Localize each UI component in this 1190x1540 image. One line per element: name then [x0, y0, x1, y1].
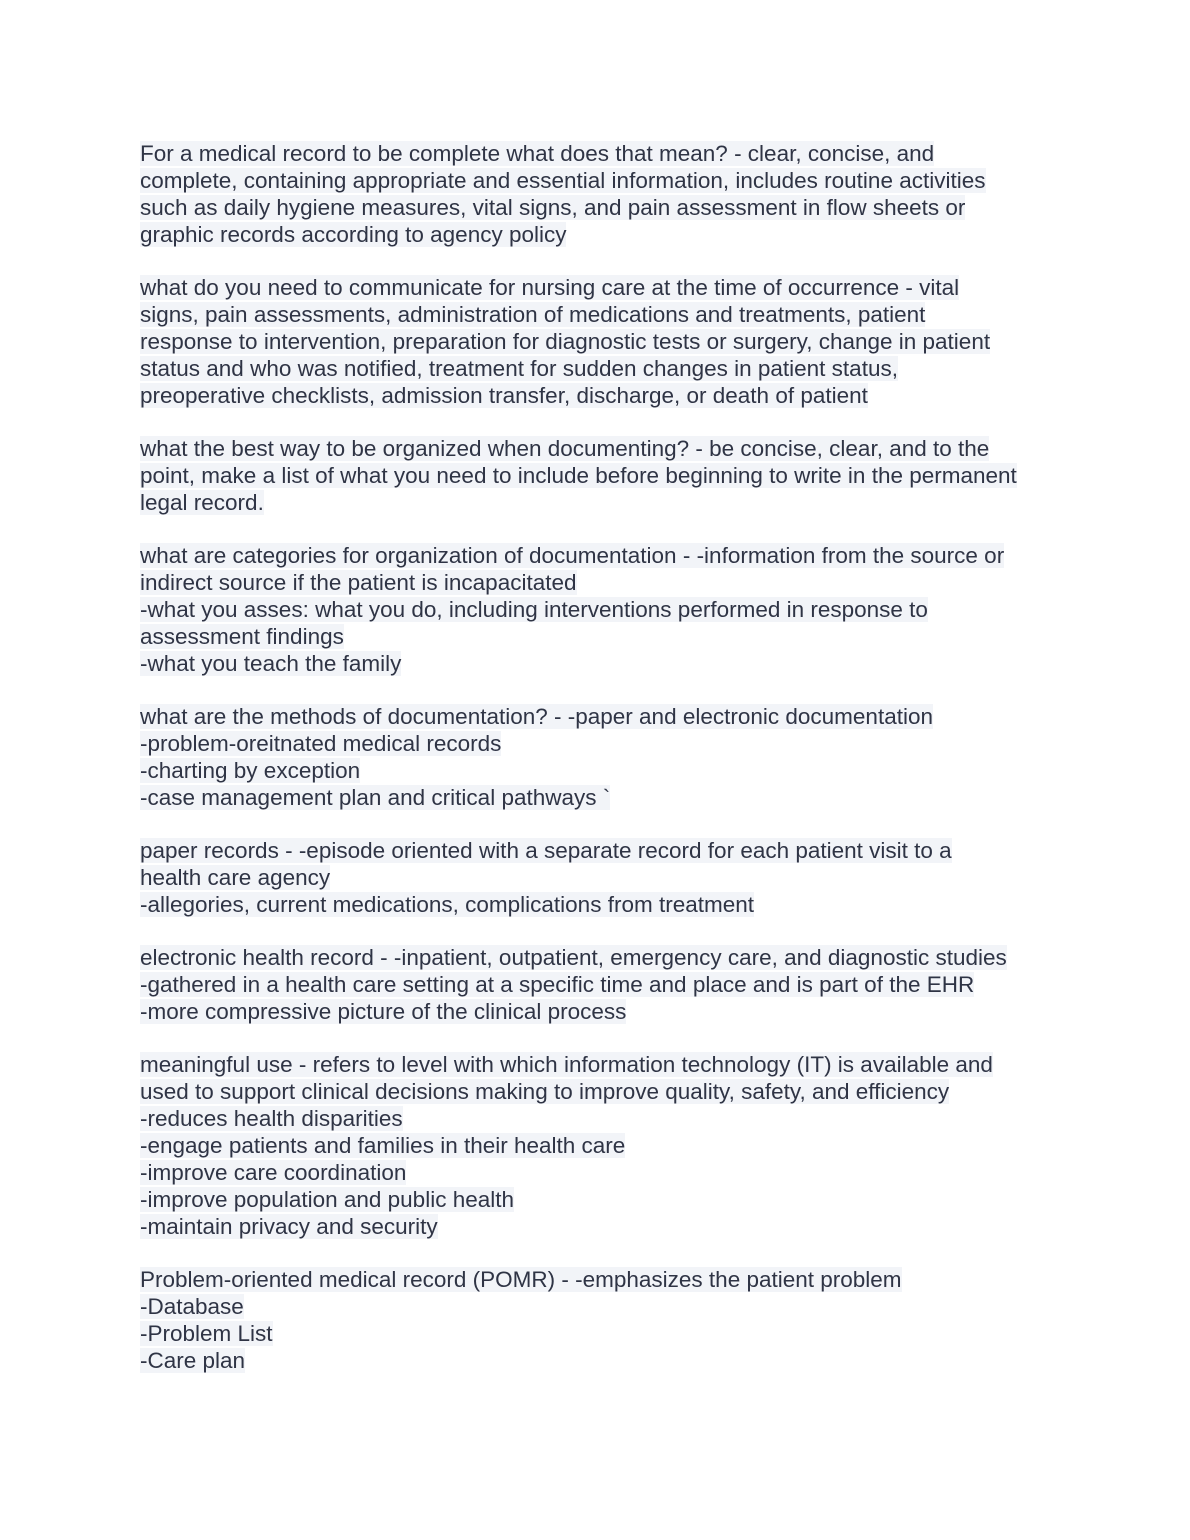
text-line: -improve population and public health — [140, 1187, 514, 1212]
text-line: -case management plan and critical pathways ` — [140, 785, 611, 810]
text-line: -what you asses: what you do, including interventions performed in response to — [140, 597, 928, 622]
text-line: -maintain privacy and security — [140, 1214, 438, 1239]
text-line: -engage patients and families in their health care — [140, 1133, 626, 1158]
text-line: -gathered in a health care setting at a specific time and place and is part of the EHR — [140, 972, 975, 997]
text-line: -reduces health disparities — [140, 1106, 403, 1131]
text-line: what do you need to communicate for nursing care at the time of occurrence - vital — [140, 275, 960, 300]
text-line: Problem-oriented medical record (POMR) - -emphasizes the patient problem — [140, 1267, 902, 1292]
text-line: electronic health record - -inpatient, outpatient, emergency care, and diagnostic studies — [140, 945, 1007, 970]
text-line: what are categories for organization of documentation - -information from the source or — [140, 543, 1005, 568]
text-line: health care agency — [140, 865, 331, 890]
text-line: assessment findings — [140, 624, 344, 649]
text-line: For a medical record to be complete what does that mean? - clear, concise, and — [140, 141, 935, 166]
text-line: indirect source if the patient is incapacitated — [140, 570, 577, 595]
text-line: status and who was notified, treatment for sudden changes in patient status, — [140, 356, 898, 381]
flashcard-entry — [140, 703, 1060, 811]
text-line: graphic records according to agency policy — [140, 222, 567, 247]
flashcard-entry — [140, 435, 1060, 516]
text-line: -charting by exception — [140, 758, 361, 783]
text-line: used to support clinical decisions making to improve quality, safety, and efficiency — [140, 1079, 950, 1104]
text-line: legal record. — [140, 490, 264, 515]
text-line: what are the methods of documentation? - -paper and electronic documentation — [140, 704, 933, 729]
text-line: point, make a list of what you need to include before beginning to write in the permanent — [140, 463, 1017, 488]
text-line: preoperative checklists, admission transfer, discharge, or death of patient — [140, 383, 868, 408]
flashcard-entry — [140, 1266, 1060, 1374]
text-line: -what you teach the family — [140, 651, 402, 676]
text-line: such as daily hygiene measures, vital signs, and pain assessment in flow sheets or — [140, 195, 966, 220]
flashcard-entry — [140, 274, 1060, 409]
flashcard-entry — [140, 944, 1060, 1025]
text-line: meaningful use - refers to level with which information technology (IT) is available and — [140, 1052, 993, 1077]
text-line: -Care plan — [140, 1348, 246, 1373]
text-line: response to intervention, preparation for diagnostic tests or surgery, change in patient — [140, 329, 991, 354]
text-line: -allegories, current medications, complications from treatment — [140, 892, 754, 917]
flashcard-entry — [140, 1051, 1060, 1240]
text-line: -Problem List — [140, 1321, 273, 1346]
text-line: what the best way to be organized when documenting? - be concise, clear, and to the — [140, 436, 990, 461]
text-line: paper records - -episode oriented with a separate record for each patient visit to a — [140, 838, 952, 863]
text-line: signs, pain assessments, administration of medications and treatments, patient — [140, 302, 926, 327]
flashcard-entry — [140, 837, 1060, 918]
text-line: complete, containing appropriate and essential information, includes routine activities — [140, 168, 986, 193]
text-line: -improve care coordination — [140, 1160, 407, 1185]
flashcard-entry — [140, 140, 1060, 248]
text-line: -problem-oreitnated medical records — [140, 731, 502, 756]
text-line: -Database — [140, 1294, 244, 1319]
document-page — [140, 140, 1060, 1400]
flashcard-entry — [140, 542, 1060, 677]
text-line: -more compressive picture of the clinical process — [140, 999, 627, 1024]
